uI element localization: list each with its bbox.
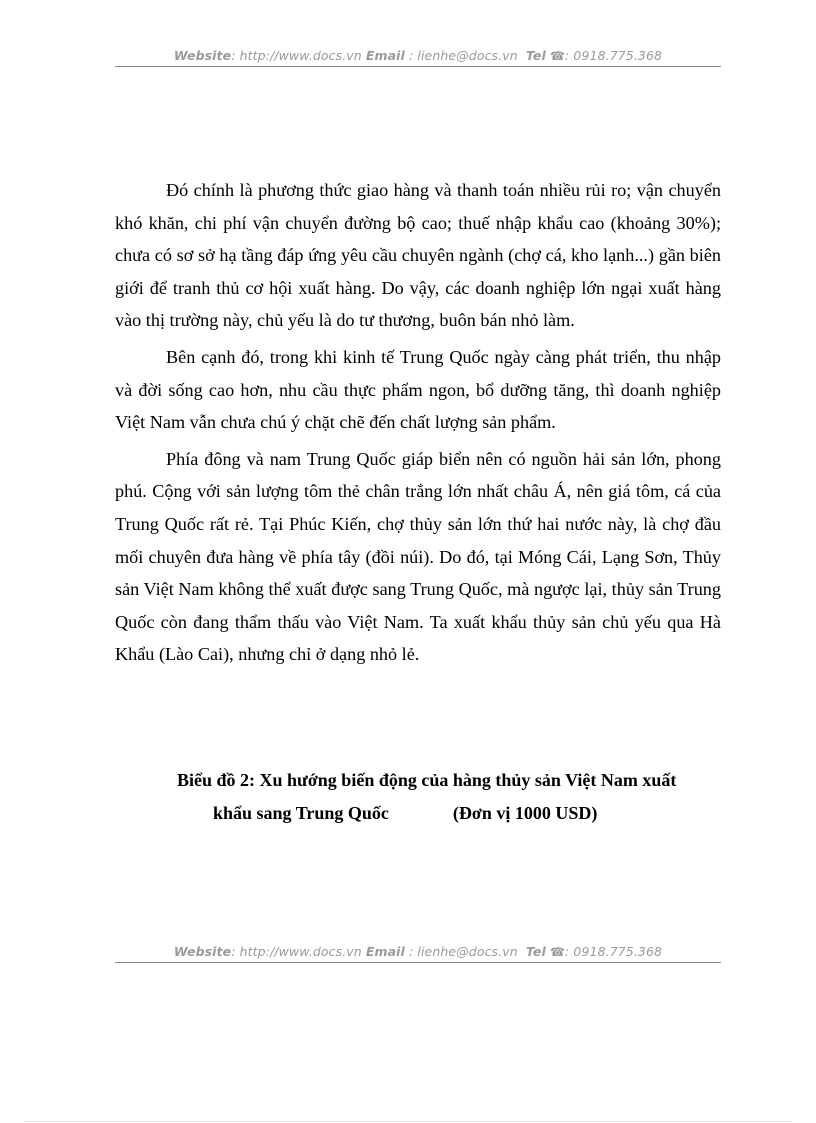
paragraph-2: Bên cạnh đó, trong khi kinh tế Trung Quốc ngày càng phát triển, thu nhập và đời sống cao hơn, nhu cầu thực phẩm ngon, bổ dưỡng tăng, thì doanh nghiệp Việt Nam vẫn chưa chú ý chặt chẽ đến chất lượng sản phẩm. xyxy=(115,346,721,433)
caption-line-1: Biểu đồ 2: Xu hướng biến động của hàng thủy sản Việt Nam xuất xyxy=(177,770,677,790)
chart-caption xyxy=(115,764,721,830)
header-rule xyxy=(115,66,721,67)
footer-email-label: Email xyxy=(365,944,405,959)
paragraph-1: Đó chính là phương thức giao hàng và thanh toán nhiều rủi ro; vận chuyển khó khăn, chi phí vận chuyển đường bộ cao; thuế nhập khẩu cao (khoảng 30%); chưa có sơ sở hạ tầng đáp ứng yêu cầu chuyên ngành (chợ cá, kho lạnh...) gần biên giới để tranh thủ cơ hội xuất hàng. Do vậy, các doanh nghiệp lớn ngại xuất hàng vào thị trường này, chủ yếu là do tư thương, buôn bán nhỏ làm. xyxy=(115,180,721,331)
footer-website-label: Website xyxy=(173,944,232,959)
footer-rule xyxy=(115,962,721,963)
footer-phone-icon: ☎ xyxy=(549,945,566,959)
page-footer xyxy=(115,944,721,959)
email-label: Email xyxy=(365,48,405,63)
footer-tel-number: : 0918.775.368 xyxy=(565,944,663,959)
email-address: : lienhe@docs.vn xyxy=(409,48,518,63)
page-header xyxy=(115,48,721,63)
tel-number: : 0918.775.368 xyxy=(565,48,663,63)
caption-unit: (Đơn vị 1000 USD) xyxy=(452,803,598,823)
footer-tel-label: Tel xyxy=(525,944,546,959)
website-label: Website xyxy=(173,48,232,63)
caption-line-2-text: khẩu sang Trung Quốc xyxy=(213,803,389,823)
footer-website-url: : http://www.docs.vn xyxy=(231,944,362,959)
footer-email-address: : lienhe@docs.vn xyxy=(409,944,518,959)
page-bottom-border xyxy=(25,1121,791,1122)
website-url: : http://www.docs.vn xyxy=(231,48,362,63)
paragraph-3: Phía đông và nam Trung Quốc giáp biển nên có nguồn hải sản lớn, phong phú. Cộng với sản lượng tôm thẻ chân trắng lớn nhất châu Á, nên giá tôm, cá của Trung Quốc rất rẻ. Tại Phúc Kiến, chợ thủy sản lớn thứ hai nước này, là chợ đầu mối chuyên đưa hàng về phía tây (đồi núi). Do đó, tại Móng Cái, Lạng Sơn, Thủy sản Việt Nam không thể xuất được sang Trung Quốc, mà ngược lại, thủy sản Trung Quốc còn đang thẩm thấu vào Việt Nam. Ta xuất khẩu thủy sản chủ yếu qua Hà Khẩu (Lào Cai), nhưng chỉ ở dạng nhỏ lẻ. xyxy=(115,448,721,665)
tel-label: Tel xyxy=(525,48,546,63)
phone-icon: ☎ xyxy=(549,49,566,63)
body-text xyxy=(115,174,721,675)
caption-line-2 xyxy=(115,797,721,830)
